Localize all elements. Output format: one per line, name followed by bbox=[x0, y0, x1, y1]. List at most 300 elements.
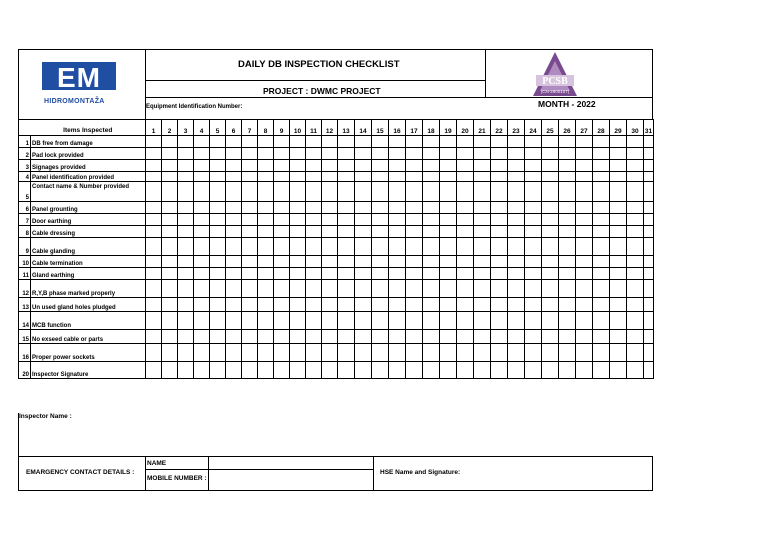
check-cell[interactable] bbox=[338, 268, 355, 280]
check-cell[interactable] bbox=[525, 136, 542, 148]
check-cell[interactable] bbox=[274, 148, 290, 160]
check-cell[interactable] bbox=[525, 202, 542, 214]
check-cell[interactable] bbox=[576, 202, 593, 214]
check-cell[interactable] bbox=[274, 136, 290, 148]
check-cell[interactable] bbox=[644, 238, 654, 256]
check-cell[interactable] bbox=[440, 226, 457, 238]
check-cell[interactable] bbox=[146, 214, 162, 226]
check-cell[interactable] bbox=[474, 148, 491, 160]
check-cell[interactable] bbox=[440, 172, 457, 182]
check-cell[interactable] bbox=[242, 226, 258, 238]
check-cell[interactable] bbox=[491, 344, 508, 362]
check-cell[interactable] bbox=[525, 330, 542, 344]
check-cell[interactable] bbox=[338, 160, 355, 172]
check-cell[interactable] bbox=[457, 136, 474, 148]
check-cell[interactable] bbox=[525, 148, 542, 160]
check-cell[interactable] bbox=[508, 182, 525, 202]
check-cell[interactable] bbox=[226, 182, 242, 202]
check-cell[interactable] bbox=[525, 160, 542, 172]
check-cell[interactable] bbox=[593, 202, 610, 214]
check-cell[interactable] bbox=[593, 362, 610, 379]
check-cell[interactable] bbox=[258, 280, 274, 298]
check-cell[interactable] bbox=[162, 202, 178, 214]
check-cell[interactable] bbox=[162, 226, 178, 238]
check-cell[interactable] bbox=[290, 344, 306, 362]
check-cell[interactable] bbox=[491, 362, 508, 379]
check-cell[interactable] bbox=[508, 202, 525, 214]
check-cell[interactable] bbox=[258, 148, 274, 160]
check-cell[interactable] bbox=[162, 298, 178, 312]
check-cell[interactable] bbox=[162, 148, 178, 160]
check-cell[interactable] bbox=[389, 280, 406, 298]
check-cell[interactable] bbox=[355, 226, 372, 238]
check-cell[interactable] bbox=[210, 344, 226, 362]
check-cell[interactable] bbox=[542, 362, 559, 379]
check-cell[interactable] bbox=[226, 148, 242, 160]
check-cell[interactable] bbox=[274, 298, 290, 312]
check-cell[interactable] bbox=[406, 160, 423, 172]
check-cell[interactable] bbox=[508, 238, 525, 256]
check-cell[interactable] bbox=[322, 182, 338, 202]
check-cell[interactable] bbox=[644, 344, 654, 362]
check-cell[interactable] bbox=[542, 298, 559, 312]
check-cell[interactable] bbox=[559, 298, 576, 312]
check-cell[interactable] bbox=[355, 182, 372, 202]
check-cell[interactable] bbox=[644, 136, 654, 148]
check-cell[interactable] bbox=[423, 182, 440, 202]
check-cell[interactable] bbox=[542, 344, 559, 362]
check-cell[interactable] bbox=[508, 160, 525, 172]
check-cell[interactable] bbox=[559, 160, 576, 172]
check-cell[interactable] bbox=[457, 268, 474, 280]
check-cell[interactable] bbox=[194, 344, 210, 362]
check-cell[interactable] bbox=[322, 362, 338, 379]
check-cell[interactable] bbox=[457, 182, 474, 202]
check-cell[interactable] bbox=[258, 202, 274, 214]
check-cell[interactable] bbox=[576, 298, 593, 312]
check-cell[interactable] bbox=[146, 172, 162, 182]
check-cell[interactable] bbox=[593, 312, 610, 330]
check-cell[interactable] bbox=[474, 312, 491, 330]
check-cell[interactable] bbox=[162, 330, 178, 344]
check-cell[interactable] bbox=[274, 344, 290, 362]
check-cell[interactable] bbox=[372, 148, 389, 160]
check-cell[interactable] bbox=[210, 298, 226, 312]
check-cell[interactable] bbox=[440, 330, 457, 344]
check-cell[interactable] bbox=[559, 202, 576, 214]
check-cell[interactable] bbox=[226, 298, 242, 312]
check-cell[interactable] bbox=[457, 160, 474, 172]
check-cell[interactable] bbox=[542, 330, 559, 344]
check-cell[interactable] bbox=[423, 312, 440, 330]
check-cell[interactable] bbox=[474, 344, 491, 362]
check-cell[interactable] bbox=[322, 330, 338, 344]
check-cell[interactable] bbox=[593, 238, 610, 256]
check-cell[interactable] bbox=[406, 256, 423, 268]
check-cell[interactable] bbox=[474, 280, 491, 298]
check-cell[interactable] bbox=[178, 160, 194, 172]
check-cell[interactable] bbox=[258, 298, 274, 312]
check-cell[interactable] bbox=[194, 256, 210, 268]
check-cell[interactable] bbox=[322, 344, 338, 362]
check-cell[interactable] bbox=[593, 214, 610, 226]
check-cell[interactable] bbox=[389, 182, 406, 202]
check-cell[interactable] bbox=[306, 136, 322, 148]
check-cell[interactable] bbox=[389, 226, 406, 238]
check-cell[interactable] bbox=[610, 298, 627, 312]
check-cell[interactable] bbox=[226, 214, 242, 226]
check-cell[interactable] bbox=[644, 268, 654, 280]
check-cell[interactable] bbox=[226, 160, 242, 172]
check-cell[interactable] bbox=[242, 344, 258, 362]
check-cell[interactable] bbox=[389, 136, 406, 148]
check-cell[interactable] bbox=[593, 330, 610, 344]
check-cell[interactable] bbox=[406, 268, 423, 280]
check-cell[interactable] bbox=[338, 330, 355, 344]
check-cell[interactable] bbox=[610, 268, 627, 280]
check-cell[interactable] bbox=[306, 226, 322, 238]
check-cell[interactable] bbox=[210, 202, 226, 214]
check-cell[interactable] bbox=[593, 160, 610, 172]
check-cell[interactable] bbox=[423, 238, 440, 256]
check-cell[interactable] bbox=[610, 330, 627, 344]
check-cell[interactable] bbox=[508, 330, 525, 344]
check-cell[interactable] bbox=[406, 330, 423, 344]
check-cell[interactable] bbox=[525, 298, 542, 312]
check-cell[interactable] bbox=[146, 362, 162, 379]
check-cell[interactable] bbox=[423, 148, 440, 160]
check-cell[interactable] bbox=[457, 256, 474, 268]
check-cell[interactable] bbox=[610, 226, 627, 238]
check-cell[interactable] bbox=[258, 330, 274, 344]
check-cell[interactable] bbox=[258, 362, 274, 379]
check-cell[interactable] bbox=[146, 238, 162, 256]
check-cell[interactable] bbox=[146, 226, 162, 238]
check-cell[interactable] bbox=[274, 312, 290, 330]
check-cell[interactable] bbox=[290, 182, 306, 202]
check-cell[interactable] bbox=[194, 182, 210, 202]
check-cell[interactable] bbox=[508, 148, 525, 160]
check-cell[interactable] bbox=[627, 344, 644, 362]
check-cell[interactable] bbox=[559, 256, 576, 268]
check-cell[interactable] bbox=[290, 172, 306, 182]
check-cell[interactable] bbox=[210, 362, 226, 379]
check-cell[interactable] bbox=[178, 172, 194, 182]
check-cell[interactable] bbox=[290, 136, 306, 148]
check-cell[interactable] bbox=[258, 226, 274, 238]
check-cell[interactable] bbox=[525, 280, 542, 298]
check-cell[interactable] bbox=[322, 202, 338, 214]
check-cell[interactable] bbox=[576, 172, 593, 182]
check-cell[interactable] bbox=[389, 312, 406, 330]
check-cell[interactable] bbox=[146, 268, 162, 280]
check-cell[interactable] bbox=[542, 160, 559, 172]
check-cell[interactable] bbox=[576, 182, 593, 202]
check-cell[interactable] bbox=[542, 256, 559, 268]
check-cell[interactable] bbox=[406, 182, 423, 202]
check-cell[interactable] bbox=[258, 182, 274, 202]
check-cell[interactable] bbox=[322, 214, 338, 226]
check-cell[interactable] bbox=[508, 214, 525, 226]
check-cell[interactable] bbox=[210, 312, 226, 330]
check-cell[interactable] bbox=[440, 256, 457, 268]
check-cell[interactable] bbox=[389, 344, 406, 362]
check-cell[interactable] bbox=[440, 280, 457, 298]
check-cell[interactable] bbox=[258, 136, 274, 148]
check-cell[interactable] bbox=[474, 226, 491, 238]
check-cell[interactable] bbox=[457, 148, 474, 160]
check-cell[interactable] bbox=[194, 226, 210, 238]
check-cell[interactable] bbox=[210, 214, 226, 226]
check-cell[interactable] bbox=[440, 148, 457, 160]
check-cell[interactable] bbox=[338, 226, 355, 238]
check-cell[interactable] bbox=[210, 238, 226, 256]
check-cell[interactable] bbox=[306, 160, 322, 172]
check-cell[interactable] bbox=[423, 172, 440, 182]
check-cell[interactable] bbox=[508, 280, 525, 298]
check-cell[interactable] bbox=[508, 136, 525, 148]
check-cell[interactable] bbox=[306, 238, 322, 256]
check-cell[interactable] bbox=[372, 312, 389, 330]
check-cell[interactable] bbox=[306, 280, 322, 298]
check-cell[interactable] bbox=[440, 268, 457, 280]
check-cell[interactable] bbox=[226, 280, 242, 298]
check-cell[interactable] bbox=[389, 256, 406, 268]
check-cell[interactable] bbox=[627, 172, 644, 182]
check-cell[interactable] bbox=[306, 268, 322, 280]
check-cell[interactable] bbox=[423, 344, 440, 362]
check-cell[interactable] bbox=[474, 214, 491, 226]
check-cell[interactable] bbox=[406, 280, 423, 298]
check-cell[interactable] bbox=[627, 160, 644, 172]
check-cell[interactable] bbox=[423, 136, 440, 148]
check-cell[interactable] bbox=[306, 344, 322, 362]
check-cell[interactable] bbox=[627, 202, 644, 214]
check-cell[interactable] bbox=[162, 172, 178, 182]
check-cell[interactable] bbox=[389, 268, 406, 280]
check-cell[interactable] bbox=[474, 160, 491, 172]
check-cell[interactable] bbox=[306, 214, 322, 226]
check-cell[interactable] bbox=[242, 182, 258, 202]
check-cell[interactable] bbox=[457, 202, 474, 214]
check-cell[interactable] bbox=[491, 238, 508, 256]
check-cell[interactable] bbox=[457, 330, 474, 344]
check-cell[interactable] bbox=[610, 182, 627, 202]
check-cell[interactable] bbox=[290, 268, 306, 280]
check-cell[interactable] bbox=[210, 160, 226, 172]
check-cell[interactable] bbox=[226, 344, 242, 362]
check-cell[interactable] bbox=[372, 238, 389, 256]
check-cell[interactable] bbox=[306, 172, 322, 182]
check-cell[interactable] bbox=[474, 202, 491, 214]
check-cell[interactable] bbox=[338, 298, 355, 312]
check-cell[interactable] bbox=[306, 256, 322, 268]
check-cell[interactable] bbox=[406, 136, 423, 148]
check-cell[interactable] bbox=[389, 214, 406, 226]
check-cell[interactable] bbox=[423, 298, 440, 312]
check-cell[interactable] bbox=[559, 136, 576, 148]
check-cell[interactable] bbox=[178, 256, 194, 268]
check-cell[interactable] bbox=[338, 148, 355, 160]
check-cell[interactable] bbox=[355, 268, 372, 280]
check-cell[interactable] bbox=[372, 226, 389, 238]
check-cell[interactable] bbox=[542, 280, 559, 298]
check-cell[interactable] bbox=[610, 238, 627, 256]
check-cell[interactable] bbox=[274, 202, 290, 214]
check-cell[interactable] bbox=[226, 268, 242, 280]
check-cell[interactable] bbox=[258, 214, 274, 226]
check-cell[interactable] bbox=[593, 268, 610, 280]
check-cell[interactable] bbox=[194, 160, 210, 172]
check-cell[interactable] bbox=[338, 182, 355, 202]
check-cell[interactable] bbox=[559, 312, 576, 330]
check-cell[interactable] bbox=[525, 256, 542, 268]
check-cell[interactable] bbox=[525, 182, 542, 202]
check-cell[interactable] bbox=[593, 182, 610, 202]
check-cell[interactable] bbox=[491, 182, 508, 202]
check-cell[interactable] bbox=[559, 148, 576, 160]
check-cell[interactable] bbox=[194, 330, 210, 344]
check-cell[interactable] bbox=[644, 214, 654, 226]
check-cell[interactable] bbox=[306, 312, 322, 330]
check-cell[interactable] bbox=[610, 202, 627, 214]
check-cell[interactable] bbox=[290, 256, 306, 268]
check-cell[interactable] bbox=[338, 238, 355, 256]
check-cell[interactable] bbox=[508, 298, 525, 312]
check-cell[interactable] bbox=[178, 226, 194, 238]
check-cell[interactable] bbox=[627, 298, 644, 312]
check-cell[interactable] bbox=[610, 256, 627, 268]
check-cell[interactable] bbox=[576, 330, 593, 344]
check-cell[interactable] bbox=[274, 280, 290, 298]
check-cell[interactable] bbox=[274, 214, 290, 226]
check-cell[interactable] bbox=[576, 226, 593, 238]
check-cell[interactable] bbox=[355, 312, 372, 330]
check-cell[interactable] bbox=[406, 214, 423, 226]
check-cell[interactable] bbox=[355, 280, 372, 298]
check-cell[interactable] bbox=[610, 148, 627, 160]
check-cell[interactable] bbox=[406, 226, 423, 238]
check-cell[interactable] bbox=[146, 330, 162, 344]
check-cell[interactable] bbox=[457, 280, 474, 298]
check-cell[interactable] bbox=[644, 182, 654, 202]
check-cell[interactable] bbox=[355, 298, 372, 312]
check-cell[interactable] bbox=[508, 226, 525, 238]
check-cell[interactable] bbox=[593, 256, 610, 268]
check-cell[interactable] bbox=[389, 202, 406, 214]
check-cell[interactable] bbox=[542, 202, 559, 214]
check-cell[interactable] bbox=[542, 214, 559, 226]
check-cell[interactable] bbox=[338, 280, 355, 298]
check-cell[interactable] bbox=[306, 362, 322, 379]
check-cell[interactable] bbox=[274, 172, 290, 182]
check-cell[interactable] bbox=[162, 280, 178, 298]
check-cell[interactable] bbox=[423, 226, 440, 238]
check-cell[interactable] bbox=[210, 182, 226, 202]
check-cell[interactable] bbox=[258, 172, 274, 182]
check-cell[interactable] bbox=[372, 280, 389, 298]
check-cell[interactable] bbox=[610, 362, 627, 379]
check-cell[interactable] bbox=[372, 214, 389, 226]
check-cell[interactable] bbox=[372, 330, 389, 344]
check-cell[interactable] bbox=[194, 280, 210, 298]
check-cell[interactable] bbox=[508, 172, 525, 182]
check-cell[interactable] bbox=[474, 238, 491, 256]
check-cell[interactable] bbox=[542, 268, 559, 280]
check-cell[interactable] bbox=[423, 330, 440, 344]
check-cell[interactable] bbox=[559, 238, 576, 256]
check-cell[interactable] bbox=[178, 362, 194, 379]
check-cell[interactable] bbox=[474, 182, 491, 202]
check-cell[interactable] bbox=[593, 280, 610, 298]
check-cell[interactable] bbox=[627, 238, 644, 256]
check-cell[interactable] bbox=[210, 330, 226, 344]
check-cell[interactable] bbox=[274, 226, 290, 238]
check-cell[interactable] bbox=[242, 330, 258, 344]
check-cell[interactable] bbox=[559, 182, 576, 202]
check-cell[interactable] bbox=[542, 226, 559, 238]
check-cell[interactable] bbox=[274, 268, 290, 280]
check-cell[interactable] bbox=[474, 362, 491, 379]
check-cell[interactable] bbox=[372, 268, 389, 280]
check-cell[interactable] bbox=[389, 160, 406, 172]
check-cell[interactable] bbox=[372, 202, 389, 214]
check-cell[interactable] bbox=[627, 136, 644, 148]
check-cell[interactable] bbox=[610, 344, 627, 362]
check-cell[interactable] bbox=[644, 362, 654, 379]
check-cell[interactable] bbox=[242, 214, 258, 226]
check-cell[interactable] bbox=[423, 362, 440, 379]
check-cell[interactable] bbox=[559, 362, 576, 379]
check-cell[interactable] bbox=[576, 312, 593, 330]
check-cell[interactable] bbox=[491, 214, 508, 226]
check-cell[interactable] bbox=[146, 312, 162, 330]
check-cell[interactable] bbox=[644, 312, 654, 330]
check-cell[interactable] bbox=[322, 268, 338, 280]
check-cell[interactable] bbox=[338, 344, 355, 362]
check-cell[interactable] bbox=[508, 256, 525, 268]
check-cell[interactable] bbox=[457, 298, 474, 312]
check-cell[interactable] bbox=[242, 268, 258, 280]
check-cell[interactable] bbox=[290, 202, 306, 214]
check-cell[interactable] bbox=[423, 202, 440, 214]
check-cell[interactable] bbox=[491, 330, 508, 344]
check-cell[interactable] bbox=[162, 238, 178, 256]
check-cell[interactable] bbox=[372, 160, 389, 172]
check-cell[interactable] bbox=[178, 148, 194, 160]
check-cell[interactable] bbox=[457, 344, 474, 362]
check-cell[interactable] bbox=[559, 280, 576, 298]
check-cell[interactable] bbox=[162, 182, 178, 202]
check-cell[interactable] bbox=[576, 136, 593, 148]
check-cell[interactable] bbox=[355, 330, 372, 344]
check-cell[interactable] bbox=[491, 202, 508, 214]
check-cell[interactable] bbox=[322, 238, 338, 256]
check-cell[interactable] bbox=[290, 330, 306, 344]
check-cell[interactable] bbox=[440, 214, 457, 226]
check-cell[interactable] bbox=[627, 226, 644, 238]
check-cell[interactable] bbox=[423, 280, 440, 298]
check-cell[interactable] bbox=[389, 298, 406, 312]
check-cell[interactable] bbox=[593, 136, 610, 148]
check-cell[interactable] bbox=[338, 172, 355, 182]
check-cell[interactable] bbox=[406, 362, 423, 379]
check-cell[interactable] bbox=[542, 148, 559, 160]
check-cell[interactable] bbox=[355, 362, 372, 379]
check-cell[interactable] bbox=[290, 238, 306, 256]
check-cell[interactable] bbox=[322, 136, 338, 148]
check-cell[interactable] bbox=[389, 362, 406, 379]
